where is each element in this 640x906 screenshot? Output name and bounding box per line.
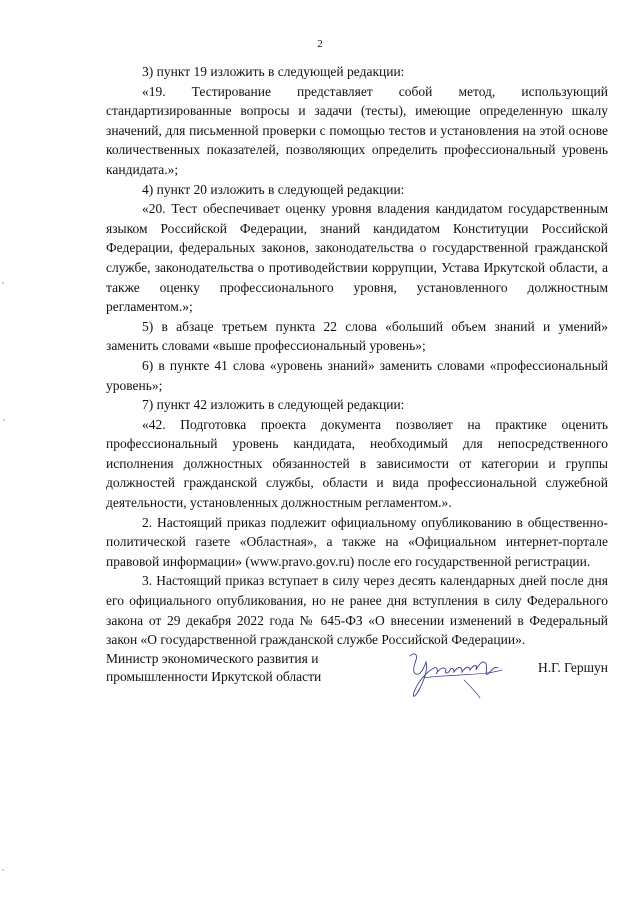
item-6-text: 6) в пункте 41 слова «уровень знаний» заменить словами «профессиональный уровень»; (106, 357, 608, 393)
item-5-text: 5) в абзаце третьем пункта 22 слова «больший объем знаний и умений» заменить словами «выше профессиональный уровень»; (106, 318, 608, 354)
clause-3-text: 3. Настоящий приказ вступает в силу через десять календарных дней после дня его официального опубликования, но не ранее дня вступления в силу Федерального закона от 29 декабря 2022 года № 645-ФЗ «О внесении изменений в Федеральный закон «О государственной гражданской службе Российской Федерации». (106, 573, 608, 648)
signatory-title (106, 650, 321, 686)
clause-2-text: 2. Настоящий приказ подлежит официальному опубликованию в общественно-политической газете «Областная», а также на «Официальном интернет-портале правовой информации» (www.pravo.gov.ru) после его государственной регистрации. (106, 514, 608, 569)
item-20-text: «20. Тест обеспечивает оценку уровня владения кандидатом государственным языком Российской Федерации, знаний кандидатом Конституции Российской Федерации, федеральных законов, законодательства о государственной гражданской службе, законодательства о противодействии коррупции, Устава Иркутской области, а также оценку профессионального уровня, установленного должностным регламентом.»; (106, 201, 608, 315)
document-body (106, 62, 608, 650)
item-4-heading: 4) пункт 20 изложить в следующей редакции: (142, 181, 405, 197)
signatory-title-line2: промышленности Иркутской области (106, 669, 322, 684)
margin-dots (0, 0, 10, 901)
item-19-text: «19. Тестирование представляет собой метод, использующий стандартизированные вопросы и задачи (тесты), имеющие определенную шкалу значений, для письменной проверки с помощью тестов и установления на этой основе количественных показателей, позволяющих определить профессиональный уровень кандидата.»; (106, 83, 608, 177)
item-7-heading: 7) пункт 42 изложить в следующей редакции: (142, 397, 405, 413)
signature-block (106, 646, 608, 706)
page-number: 2 (317, 38, 323, 50)
item-3-heading: 3) пункт 19 изложить в следующей редакции: (142, 64, 405, 79)
signatory-name: Н.Г. Гершун (537, 660, 608, 675)
signatory-title-line1: Министр экономического развития и (106, 651, 319, 666)
handwritten-signature (404, 646, 514, 702)
item-42-text: «42. Подготовка проекта документа позволяет на практике оценить профессиональный уровень кандидата, необходимый для непосредственного исполнения должностных обязанностей в зависимости от категории и группы должностей гражданской службы, области и вида профессиональной служебной деятельности, установленных должностным регламентом.». (106, 416, 608, 511)
